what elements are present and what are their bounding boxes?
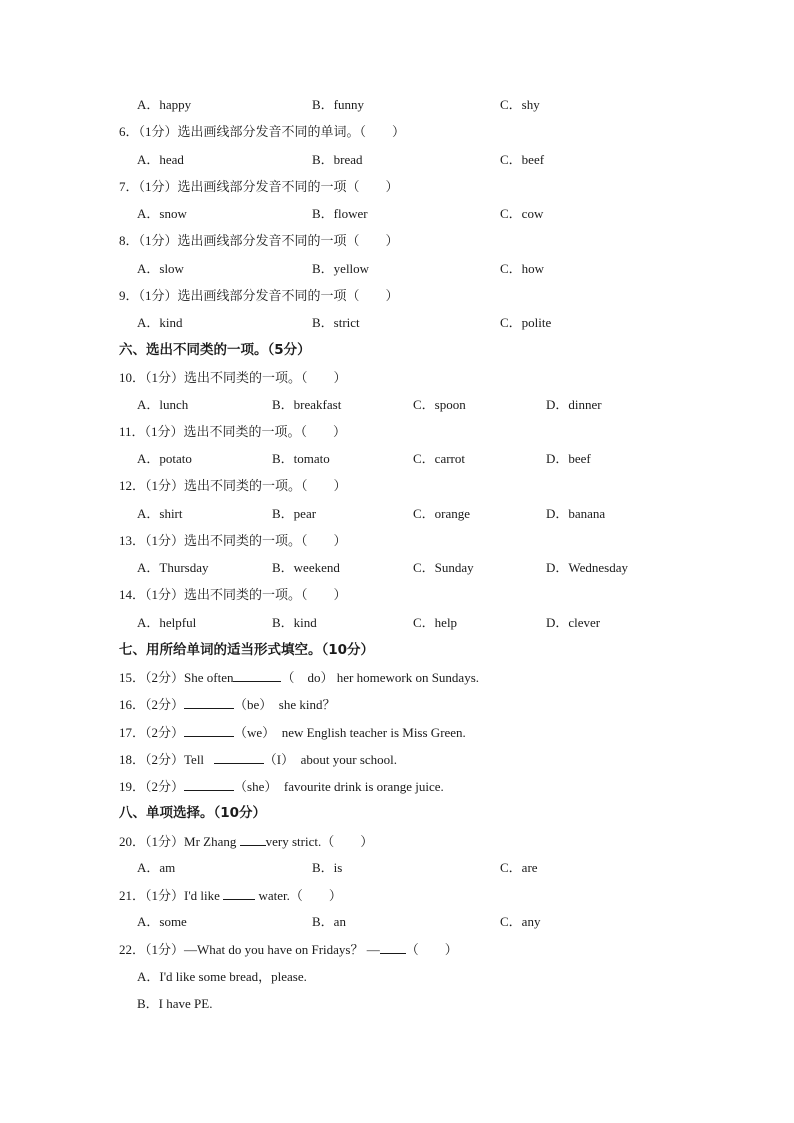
section-8-heading: 八、单项选择。（10分） [119, 805, 267, 821]
q20-option-a[interactable]: A．am [137, 860, 176, 875]
q21-line [119, 886, 342, 905]
q9-text: 9．（1分）选出画线部分发音不同的一项（ ） [119, 288, 399, 303]
q7-option-a[interactable]: A．snow [137, 206, 187, 221]
q6-text: 6．（1分）选出画线部分发音不同的单词。（ ） [119, 124, 406, 139]
q20-post: very strict.（ ） [265, 834, 374, 849]
q12-option-d[interactable]: D．banana [546, 506, 606, 521]
q22-option-b[interactable]: B．I have PE. [137, 996, 213, 1011]
q12-option-b[interactable]: B．pear [272, 506, 317, 521]
q15-number: 15．（2分） [119, 670, 185, 685]
q18-line [119, 750, 397, 769]
q8-text: 8．（1分）选出画线部分发音不同的一项（ ） [119, 233, 399, 248]
q22-post: （ ） [405, 942, 458, 957]
q20-line [119, 832, 373, 851]
q14-option-b[interactable]: B．kind [272, 615, 317, 630]
q6-option-b[interactable]: B．bread [312, 152, 363, 167]
q6-option-c[interactable]: C．beef [500, 152, 545, 167]
q15-hint: （ do） [281, 670, 334, 685]
q10-option-a[interactable]: A．lunch [137, 397, 189, 412]
q10-text: 10．（1分）选出不同类的一项。（ ） [119, 370, 347, 385]
q8-options [137, 260, 734, 278]
q5-option-b[interactable]: B．funny [312, 97, 365, 112]
q20-option-c[interactable]: C．are [500, 860, 538, 875]
q20-number: 20．（1分） [119, 834, 185, 849]
q21-blank[interactable] [223, 886, 255, 900]
q17-number: 17．（2分） [119, 725, 185, 740]
q8-option-a[interactable]: A．slow [137, 261, 184, 276]
q6-option-a[interactable]: A．head [137, 152, 184, 167]
q11-option-b[interactable]: B．tomato [272, 451, 330, 466]
q15-pre: She often [184, 670, 234, 685]
q10-options [137, 396, 734, 414]
q18-number: 18．（2分） [119, 752, 185, 767]
q9-option-a[interactable]: A．kind [137, 315, 183, 330]
q11-option-d[interactable]: D．beef [546, 451, 591, 466]
q17-line [119, 723, 466, 742]
q19-line [119, 777, 444, 796]
q19-hint: （she） [234, 779, 278, 794]
q18-hint: （I） [263, 752, 295, 767]
q14-text: 14．（1分）选出不同类的一项。（ ） [119, 587, 347, 602]
q22-line [119, 940, 458, 959]
q20-options [137, 859, 734, 877]
q13-option-c[interactable]: C．Sunday [413, 560, 474, 575]
q22-number: 22．（1分） [119, 942, 185, 957]
q20-option-b[interactable]: B．is [312, 860, 343, 875]
q19-blank[interactable] [184, 777, 234, 791]
q12-option-c[interactable]: C．orange [413, 506, 471, 521]
q10-option-d[interactable]: D．dinner [546, 397, 602, 412]
q21-post: water.（ ） [258, 888, 342, 903]
q18-post: about your school. [300, 752, 398, 767]
q14-options [137, 614, 734, 632]
q9-options [137, 314, 734, 332]
q21-pre: I'd like [184, 888, 220, 903]
q11-text: 11．（1分）选出不同类的一项。（ ） [119, 424, 347, 439]
q17-post: new English teacher is Miss Green. [281, 725, 466, 740]
q6-options [137, 151, 734, 169]
q5-option-a[interactable]: A．happy [137, 97, 192, 112]
q7-options [137, 205, 734, 223]
q10-option-c[interactable]: C．spoon [413, 397, 466, 412]
q5-option-c[interactable]: C．shy [500, 97, 540, 112]
q9-option-b[interactable]: B．strict [312, 315, 360, 330]
q17-blank[interactable] [184, 723, 234, 737]
q17-hint: （we） [234, 725, 276, 740]
q21-option-c[interactable]: C．any [500, 914, 541, 929]
q9-option-c[interactable]: C．polite [500, 315, 552, 330]
q22-option-a[interactable]: A．I'd like some bread，please. [137, 969, 307, 984]
q5-options [137, 96, 734, 114]
q15-blank[interactable] [233, 668, 281, 682]
q13-options [137, 559, 734, 577]
q12-option-a[interactable]: A．shirt [137, 506, 183, 521]
q12-text: 12．（1分）选出不同类的一项。（ ） [119, 478, 347, 493]
q16-hint: （be） [234, 697, 273, 712]
q20-blank[interactable] [240, 832, 266, 846]
q8-option-b[interactable]: B．yellow [312, 261, 370, 276]
q16-blank[interactable] [184, 695, 234, 709]
q18-pre: Tell [184, 752, 205, 767]
q14-option-c[interactable]: C．help [413, 615, 458, 630]
q16-post: she kind？ [278, 697, 336, 712]
q22-pre: —What do you have on Fridays？ — [184, 942, 380, 957]
q8-option-c[interactable]: C．how [500, 261, 545, 276]
q7-text: 7．（1分）选出画线部分发音不同的一项（ ） [119, 179, 399, 194]
q21-options [137, 913, 734, 931]
q15-line [119, 668, 479, 687]
q15-post: her homework on Sundays. [336, 670, 480, 685]
q13-option-d[interactable]: D．Wednesday [546, 560, 628, 575]
q16-number: 16．（2分） [119, 697, 185, 712]
q14-option-d[interactable]: D．clever [546, 615, 601, 630]
q10-option-b[interactable]: B．breakfast [272, 397, 342, 412]
q11-options [137, 450, 734, 468]
q13-text: 13．（1分）选出不同类的一项。（ ） [119, 533, 347, 548]
q21-option-b[interactable]: B．an [312, 914, 346, 929]
q21-option-a[interactable]: A．some [137, 914, 187, 929]
q22-blank[interactable] [380, 940, 406, 954]
q11-option-c[interactable]: C．carrot [413, 451, 465, 466]
q7-option-c[interactable]: C．cow [500, 206, 544, 221]
q13-option-b[interactable]: B．weekend [272, 560, 340, 575]
q20-pre: Mr Zhang [184, 834, 237, 849]
section-6-heading: 六、选出不同类的一项。（5分） [119, 342, 311, 358]
q16-line [119, 695, 336, 714]
q13-option-a[interactable]: A．Thursday [137, 560, 209, 575]
section-7-heading: 七、用所给单词的适当形式填空。（10分） [119, 642, 375, 658]
q7-option-b[interactable]: B．flower [312, 206, 368, 221]
q19-number: 19．（2分） [119, 779, 185, 794]
q21-number: 21．（1分） [119, 888, 185, 903]
q11-option-a[interactable]: A．potato [137, 451, 192, 466]
q19-post: favourite drink is orange juice. [283, 779, 444, 794]
q18-blank[interactable] [214, 750, 264, 764]
q14-option-a[interactable]: A．helpful [137, 615, 197, 630]
q12-options [137, 505, 734, 523]
